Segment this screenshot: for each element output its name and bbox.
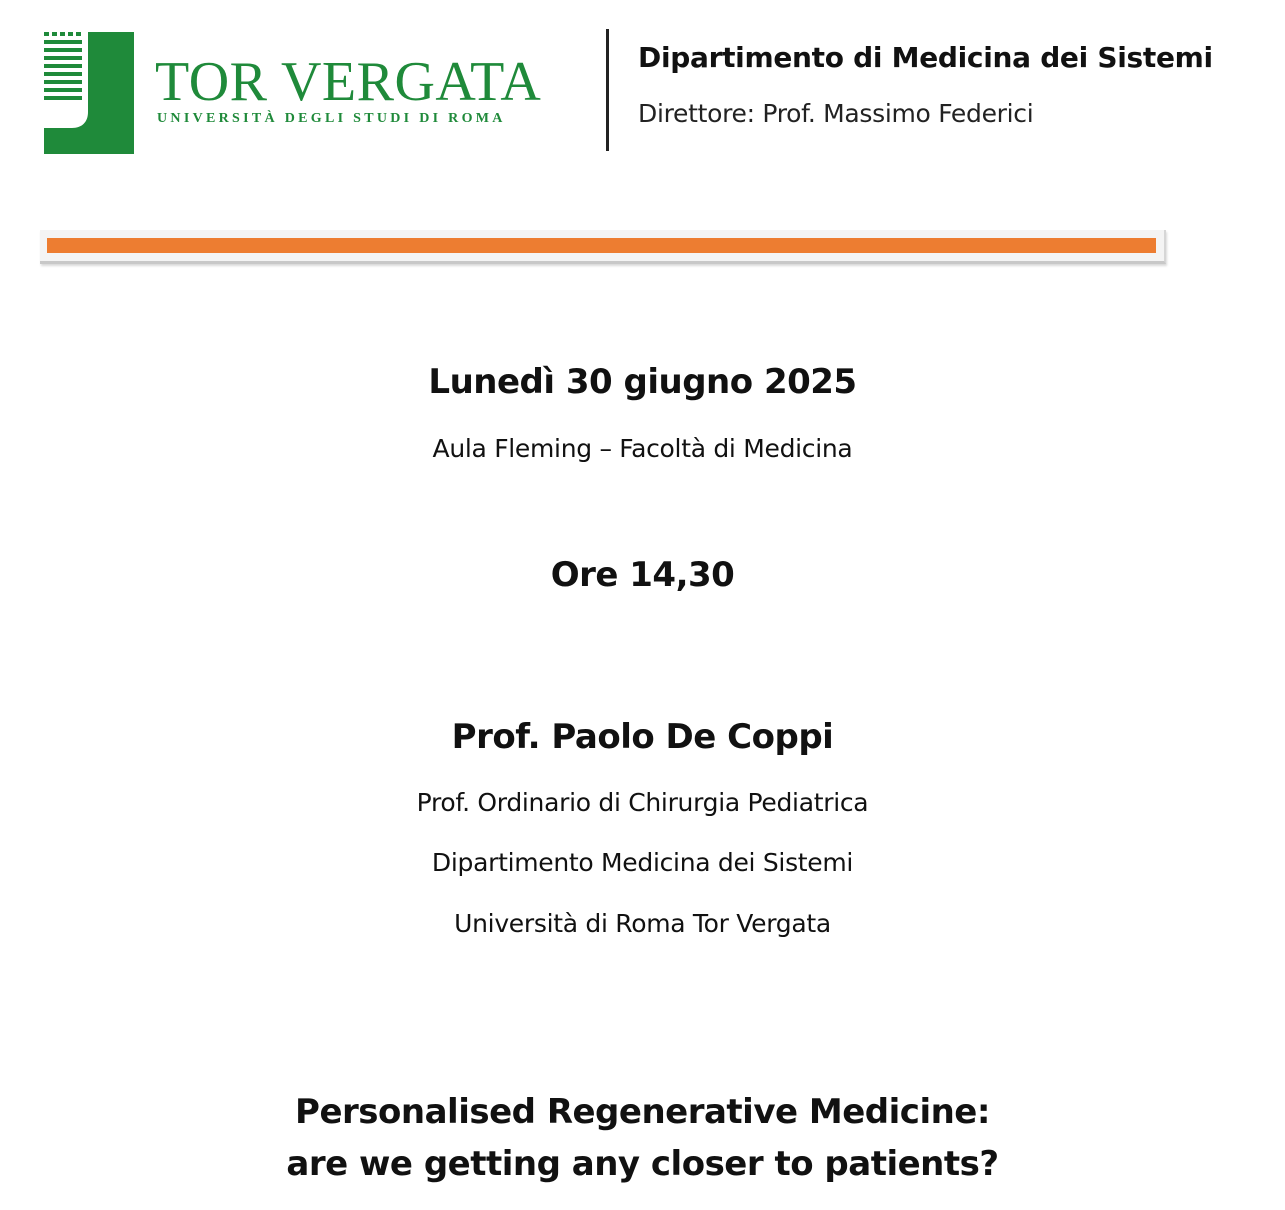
- talk-title-line-2: are we getting any closer to patients?: [286, 1144, 999, 1184]
- orange-divider-bar: [40, 230, 1166, 264]
- speaker-name: Prof. Paolo De Coppi: [451, 717, 834, 757]
- talk-title-line-1: Personalised Regenerative Medicine:: [295, 1092, 990, 1132]
- event-venue: Aula Fleming – Facoltà di Medicina: [432, 434, 853, 463]
- logo-wordmark: TOR VERGATA: [155, 51, 542, 113]
- event-time: Ore 14,30: [550, 555, 735, 595]
- department-director: Direttore: Prof. Massimo Federici: [638, 99, 1034, 128]
- header-divider: [606, 29, 609, 151]
- tor-vergata-logo-icon: [44, 32, 134, 154]
- event-date: Lunedì 30 giugno 2025: [428, 362, 857, 402]
- orange-divider-fill: [47, 238, 1156, 253]
- logo-subtitle: UNIVERSITÀ DEGLI STUDI DI ROMA: [157, 111, 506, 126]
- speaker-university: Università di Roma Tor Vergata: [454, 909, 831, 938]
- speaker-department: Dipartimento Medicina dei Sistemi: [431, 848, 854, 877]
- speaker-role: Prof. Ordinario di Chirurgia Pediatrica: [416, 788, 869, 817]
- department-name: Dipartimento di Medicina dei Sistemi: [638, 41, 1213, 74]
